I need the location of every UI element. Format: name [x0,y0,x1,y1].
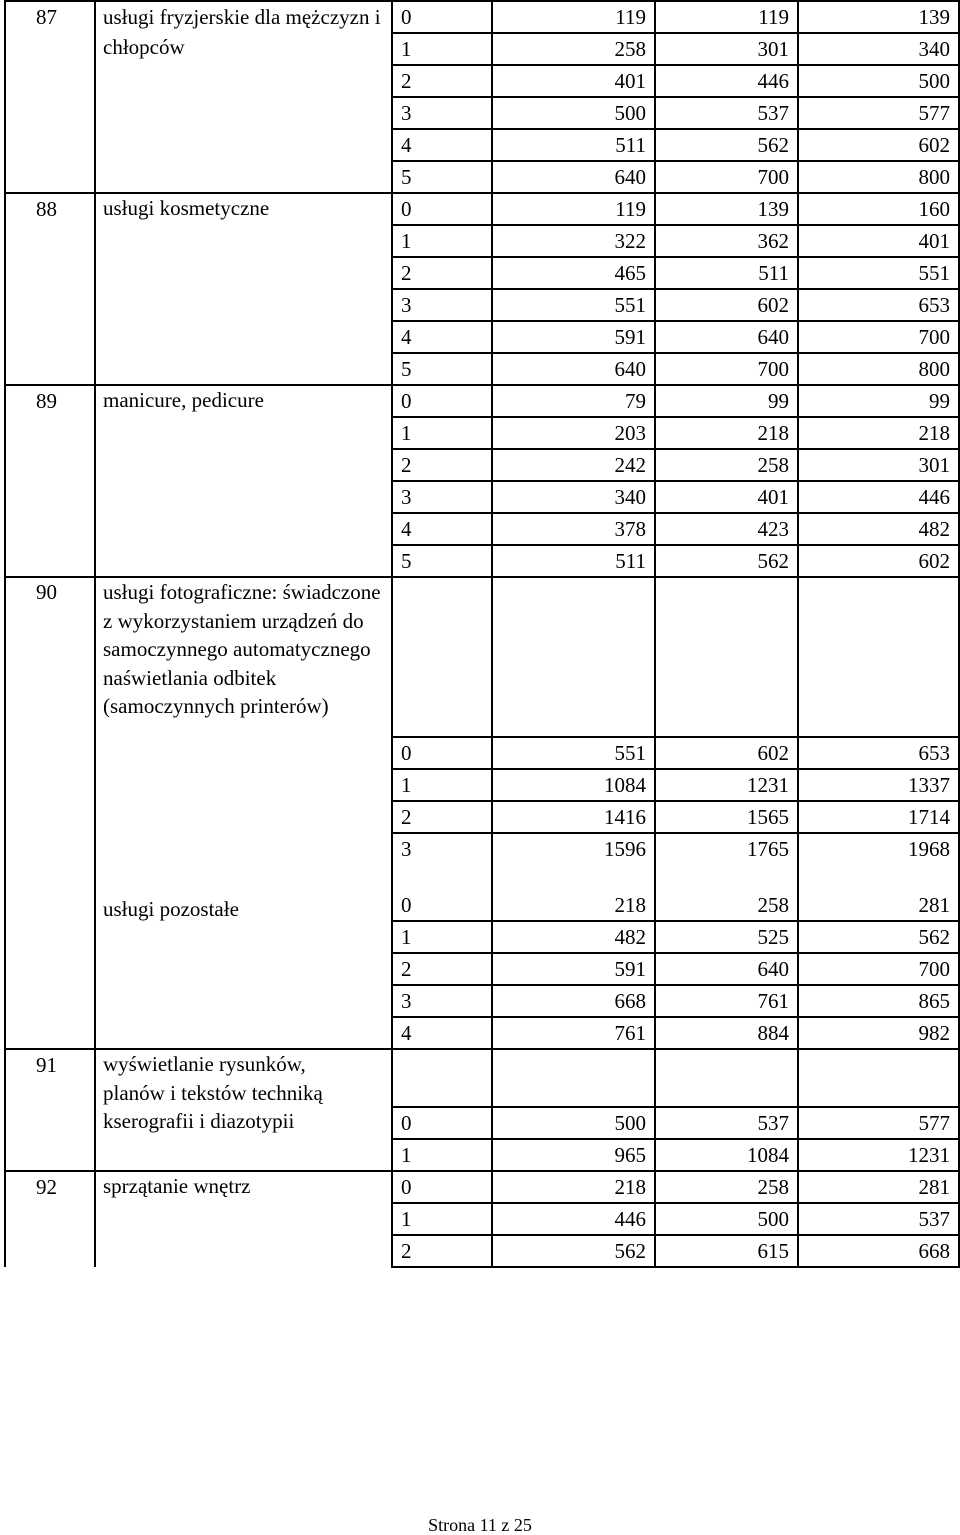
price-cell: 1231 [798,1139,959,1171]
price-cell: 525 [655,921,798,953]
price-cell: 500 [655,1203,798,1235]
level-cell: 0 [392,890,492,921]
price-cell: 761 [492,1017,655,1049]
price-cell: 800 [798,161,959,193]
price-cell: 401 [492,65,655,97]
price-cell: 500 [492,1107,655,1139]
level-cell: 2 [392,257,492,289]
price-cell: 79 [492,385,655,417]
price-cell: 562 [655,545,798,577]
price-cell: 482 [492,921,655,953]
level-cell: 2 [392,449,492,481]
price-cell: 668 [798,1235,959,1267]
price-cell: 1337 [798,769,959,801]
level-cell: 4 [392,1017,492,1049]
empty-cell [492,1049,655,1107]
price-cell: 982 [798,1017,959,1049]
price-cell: 653 [798,737,959,769]
price-cell: 511 [655,257,798,289]
service-name: usługi pozostałe [103,897,239,921]
row-number: 91 [5,1049,95,1171]
price-cell: 258 [655,1171,798,1203]
price-cell: 99 [798,385,959,417]
price-cell: 340 [492,481,655,513]
price-cell: 551 [492,289,655,321]
table-row [5,1171,959,1203]
price-cell: 602 [655,737,798,769]
level-cell: 2 [392,1235,492,1267]
price-cell: 700 [655,161,798,193]
price-cell: 139 [655,193,798,225]
price-cell: 537 [655,1107,798,1139]
price-cell: 340 [798,33,959,65]
price-table [4,0,960,1268]
level-cell: 2 [392,953,492,985]
price-cell: 562 [798,921,959,953]
level-cell: 0 [392,737,492,769]
price-cell: 99 [655,385,798,417]
price-cell: 602 [655,289,798,321]
price-cell: 640 [655,953,798,985]
level-cell: 1 [392,1139,492,1171]
price-cell: 242 [492,449,655,481]
empty-cell [655,1049,798,1107]
price-cell: 700 [798,321,959,353]
price-cell: 218 [492,890,655,921]
price-cell: 602 [798,545,959,577]
price-cell: 668 [492,985,655,1017]
price-cell: 537 [655,97,798,129]
level-cell: 0 [392,193,492,225]
price-cell: 551 [798,257,959,289]
service-name: manicure, pedicure [95,385,392,577]
service-name: usługi fotograficzne: świadczone z wykorzystaniem urządzeń do samoczynnego automatycznego naświetlania odbitek (samoczynnych printerów) [95,577,392,864]
empty-cell [798,1049,959,1107]
price-cell: 1416 [492,801,655,833]
price-cell: 1714 [798,801,959,833]
price-cell: 301 [655,33,798,65]
empty-cell [655,864,798,890]
price-cell: 258 [492,33,655,65]
service-name: sprzątanie wnętrz [95,1171,392,1267]
price-cell: 562 [492,1235,655,1267]
level-cell: 5 [392,545,492,577]
level-cell: 4 [392,513,492,545]
price-cell: 1565 [655,801,798,833]
price-cell: 258 [655,449,798,481]
level-cell: 5 [392,353,492,385]
level-cell: 2 [392,801,492,833]
level-cell: 0 [392,1171,492,1203]
level-cell: 3 [392,481,492,513]
level-cell: 1 [392,225,492,257]
price-cell: 362 [655,225,798,257]
price-cell: 218 [655,417,798,449]
price-cell: 281 [798,1171,959,1203]
price-cell: 281 [798,890,959,921]
price-cell: 465 [492,257,655,289]
level-cell: 1 [392,1203,492,1235]
price-cell: 446 [655,65,798,97]
price-cell: 537 [798,1203,959,1235]
table-row [5,193,959,225]
empty-cell [392,1049,492,1107]
price-cell: 1596 [492,833,655,864]
price-cell: 1765 [655,833,798,864]
price-cell: 258 [655,890,798,921]
level-cell: 1 [392,769,492,801]
price-cell: 615 [655,1235,798,1267]
price-cell: 640 [655,321,798,353]
price-cell: 700 [798,953,959,985]
price-cell: 562 [655,129,798,161]
price-cell: 218 [798,417,959,449]
level-cell: 4 [392,129,492,161]
level-cell: 2 [392,65,492,97]
price-cell: 700 [655,353,798,385]
price-cell: 446 [798,481,959,513]
price-cell: 218 [492,1171,655,1203]
price-cell: 500 [798,65,959,97]
level-cell: 3 [392,289,492,321]
price-cell: 322 [492,225,655,257]
service-name: usługi kosmetyczne [95,193,392,385]
empty-cell [655,577,798,737]
empty-cell [798,577,959,737]
price-cell: 119 [492,1,655,33]
price-cell: 551 [492,737,655,769]
price-cell: 800 [798,353,959,385]
level-cell: 0 [392,1107,492,1139]
table-row [5,1,959,33]
price-cell: 139 [798,1,959,33]
row-number: 88 [5,193,95,385]
price-cell: 761 [655,985,798,1017]
price-cell: 865 [798,985,959,1017]
price-cell: 446 [492,1203,655,1235]
price-cell: 119 [655,1,798,33]
level-cell: 3 [392,833,492,864]
level-cell: 1 [392,921,492,953]
row-number: 90 [5,577,95,864]
price-cell: 119 [492,193,655,225]
empty-cell [392,864,492,890]
price-cell: 577 [798,97,959,129]
price-cell: 511 [492,545,655,577]
empty-cell [492,864,655,890]
empty-cell [5,864,95,1049]
level-cell: 3 [392,97,492,129]
price-cell: 602 [798,129,959,161]
level-cell: 1 [392,33,492,65]
table-row [5,385,959,417]
price-cell: 884 [655,1017,798,1049]
level-cell: 1 [392,417,492,449]
row-number: 87 [5,1,95,193]
price-cell: 203 [492,417,655,449]
price-cell: 401 [798,225,959,257]
level-cell: 3 [392,985,492,1017]
price-cell: 1231 [655,769,798,801]
price-cell: 965 [492,1139,655,1171]
table-row [5,864,959,890]
row-number: 92 [5,1171,95,1267]
price-cell: 401 [655,481,798,513]
empty-cell [392,577,492,737]
price-cell: 160 [798,193,959,225]
price-cell: 653 [798,289,959,321]
level-cell: 0 [392,1,492,33]
level-cell: 0 [392,385,492,417]
level-cell: 5 [392,161,492,193]
price-cell: 591 [492,953,655,985]
page-number: Strona 11 z 25 [428,1515,532,1535]
empty-cell [798,864,959,890]
price-cell: 482 [798,513,959,545]
price-cell: 378 [492,513,655,545]
table-row [5,1049,959,1107]
price-cell: 1084 [655,1139,798,1171]
row-number: 89 [5,385,95,577]
price-cell: 511 [492,129,655,161]
price-cell: 640 [492,161,655,193]
table-row [5,577,959,737]
level-cell: 4 [392,321,492,353]
service-name: wyświetlanie rysunków, planów i tekstów techniką kserografii i diazotypii [95,1049,392,1171]
price-cell: 301 [798,449,959,481]
price-cell: 591 [492,321,655,353]
price-cell: 577 [798,1107,959,1139]
service-name: usługi fryzjerskie dla mężczyzn i chłopców [95,1,392,193]
empty-cell [492,577,655,737]
price-cell: 1968 [798,833,959,864]
empty-cell [95,864,392,1049]
price-cell: 640 [492,353,655,385]
price-cell: 423 [655,513,798,545]
price-cell: 1084 [492,769,655,801]
price-cell: 500 [492,97,655,129]
